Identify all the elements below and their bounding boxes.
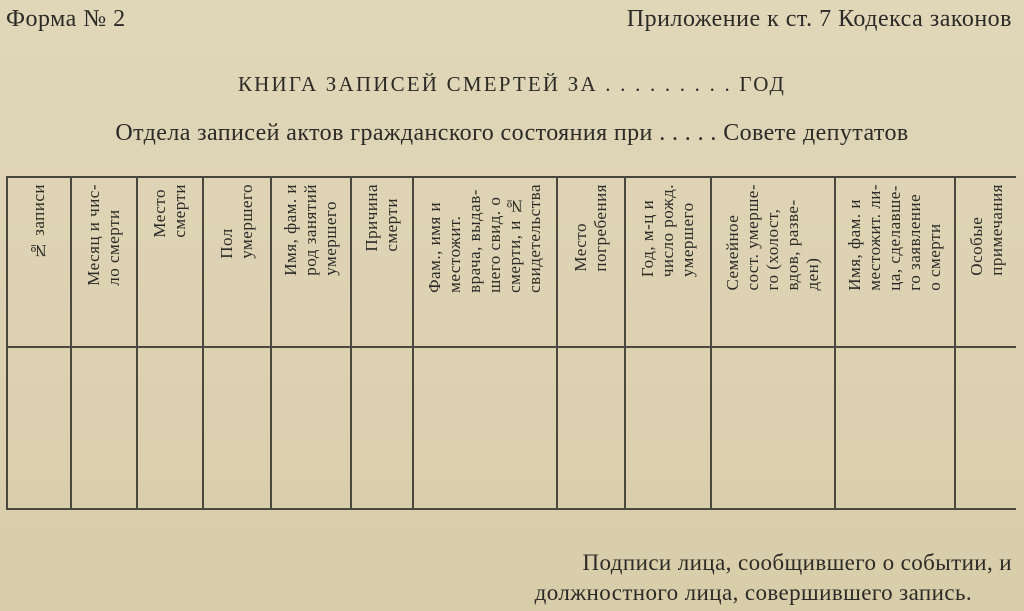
column-header: Пол умершего: [217, 184, 256, 259]
form-number: Форма № 2: [6, 6, 126, 32]
column-marital-status: [712, 178, 836, 508]
column-header: Год, м-ц и число рожд. умершего: [638, 184, 697, 278]
column-informant: [836, 178, 956, 508]
book-title: КНИГА ЗАПИСЕЙ СМЕРТЕЙ ЗА . . . . . . . . . ГОД: [237, 72, 787, 96]
column-doctor: [414, 178, 558, 508]
appendix-note: Приложение к ст. 7 Кодекса законов: [626, 6, 1012, 32]
department-line: Отдела записей актов гражданского состояния при . . . . . Совете депутатов: [115, 120, 909, 146]
header-line: [6, 6, 1012, 38]
column-header: Имя, фам. и род занятий умершего: [281, 184, 340, 276]
column-death-date: [72, 178, 138, 508]
column-death-place: [138, 178, 204, 508]
column-birth-date: [626, 178, 712, 508]
column-sex: [204, 178, 272, 508]
signature-note: [412, 548, 1012, 608]
column-header: Семейное сост. умерше- го (холост, вдов, разве- ден): [723, 184, 822, 291]
column-burial-place: [558, 178, 626, 508]
column-header: Место смерти: [150, 184, 189, 238]
column-header: Причина смерти: [362, 184, 401, 252]
column-header: № записи: [29, 184, 48, 261]
column-record-number: [8, 178, 72, 508]
column-header: Место погребения: [571, 184, 610, 272]
column-remarks: [956, 178, 1018, 508]
column-name-occupation: [272, 178, 352, 508]
column-header: Имя, фам. и местожит. ли- ца, сделавше- го заявление о смерти: [845, 184, 944, 291]
column-header: Фам., имя и местожит. врача, выдав- шего свид. о смерти, и № свидетельства: [425, 184, 544, 293]
signature-line-2: должностного лица, совершившего запись.: [534, 580, 972, 605]
column-cause: [352, 178, 414, 508]
signature-line-1: Подписи лица, сообщившего о событии, и: [582, 550, 1012, 575]
column-header: Особые примечания: [967, 184, 1006, 276]
records-table: [6, 176, 1016, 510]
column-header: Месяц и чис- ло смерти: [84, 184, 123, 286]
